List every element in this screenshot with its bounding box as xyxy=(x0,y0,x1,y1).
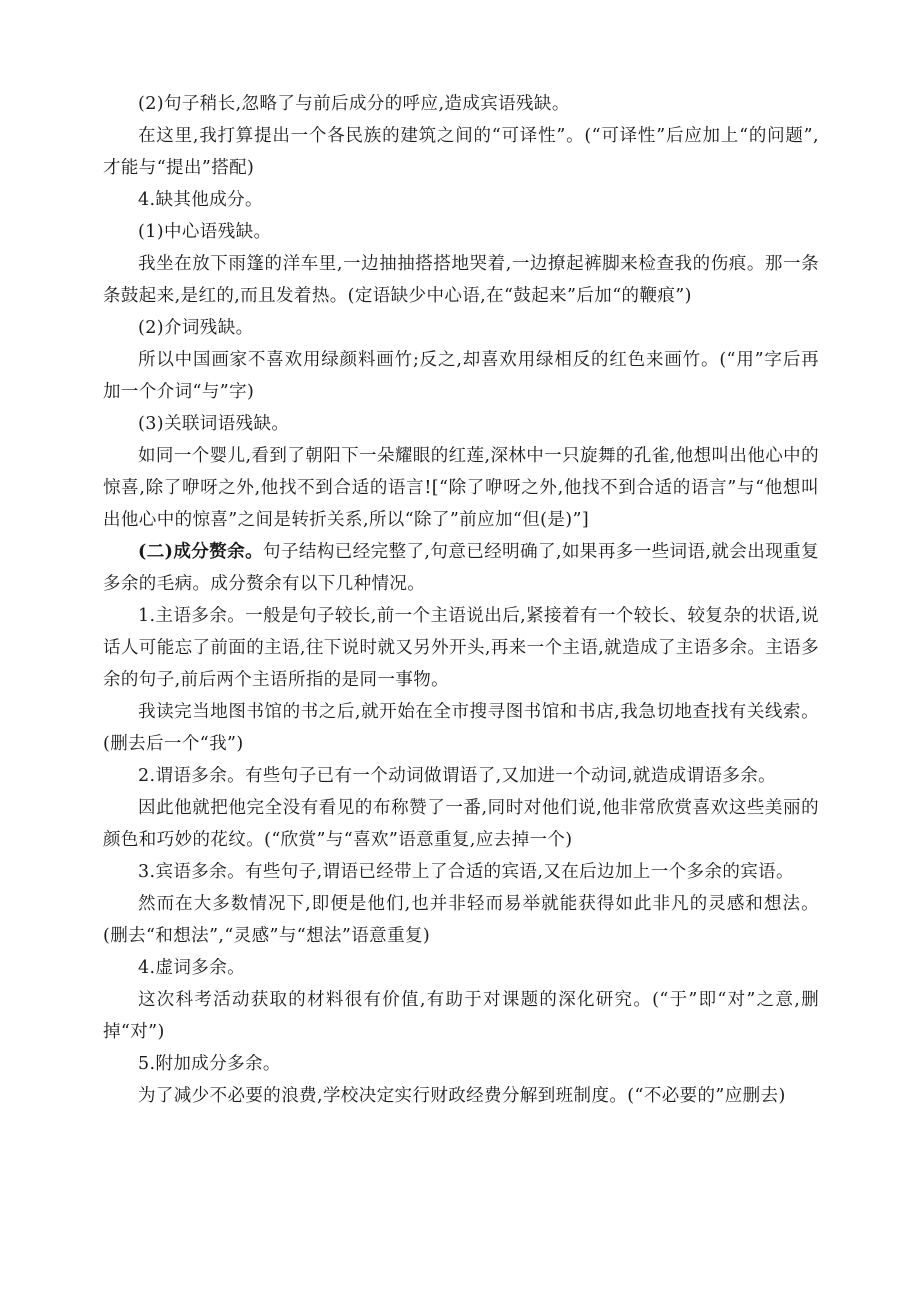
example-sentence: 我坐在放下雨篷的洋车里,一边抽抽搭搭地哭着,一边撩起裤脚来检查我的伤痕。那一条条鼓起来,是红的,而且发着热。(定语缺少中心语,在“鼓起来”后加“的鞭痕”) xyxy=(103,254,819,306)
rule-paragraph: 1.主语多余。一般是句子较长,前一个主语说出后,紧接着有一个较长、较复杂的状语,说话人可能忘了前面的主语,往下说时就又另外开头,再来一个主语,就造成了主语多余。主语多余的句子,前后两个主语所指的是同一事物。 xyxy=(103,606,819,690)
subsection-heading: (2)介词残缺。 xyxy=(138,318,254,338)
example-sentence: 如同一个婴儿,看到了朝阳下一朵耀眼的红莲,深林中一只旋舞的孔雀,他想叫出他心中的惊喜,除了咿呀之外,他找不到合适的语言![“除了咿呀之外,他找不到合适的语言”与“他想叫出他心中的惊喜”之间是转折关系,所以“除了”前应加“但(是)”] xyxy=(103,446,819,530)
example-sentence: 我读完当地图书馆的书之后,就开始在全市搜寻图书馆和书店,我急切地查找有关线索。(删去后一个“我”) xyxy=(103,702,819,754)
section-title: (二)成分赘余。 xyxy=(138,542,264,562)
document-body xyxy=(103,88,819,1112)
section-paragraph xyxy=(103,536,819,600)
rule-paragraph: 5.附加成分多余。 xyxy=(138,1054,281,1074)
example-sentence: 为了减少不必要的浪费,学校决定实行财政经费分解到班制度。(“不必要的”应删去) xyxy=(138,1086,786,1106)
paragraph: (2)句子稍长,忽略了与前后成分的呼应,造成宾语残缺。 xyxy=(138,94,570,114)
example-sentence: 在这里,我打算提出一个各民族的建筑之间的“可译性”。(“可译性”后应加上“的问题”,才能与“提出”搭配) xyxy=(103,126,819,178)
example-sentence: 这次科考活动获取的材料很有价值,有助于对课题的深化研究。(“于”即“对”之意,删掉“对”) xyxy=(103,990,819,1042)
example-sentence: 因此他就把他完全没有看见的布称赞了一番,同时对他们说,他非常欣赏喜欢这些美丽的颜色和巧妙的花纹。(“欣赏”与“喜欢”语意重复,应去掉一个) xyxy=(103,798,819,850)
rule-paragraph: 3.宾语多余。有些句子,谓语已经带上了合适的宾语,又在后边加上一个多余的宾语。 xyxy=(138,862,794,882)
example-sentence: 所以中国画家不喜欢用绿颜料画竹;反之,却喜欢用绿相反的红色来画竹。(“用”字后再加一个介词“与”字) xyxy=(103,350,819,402)
section-text: 句子结构已经完整了,句意已经明确了,如果再多一些词语,就会出现重复多余的毛病。成分赘余有以下几种情况。 xyxy=(103,542,819,594)
example-sentence: 然而在大多数情况下,即便是他们,也并非轻而易举就能获得如此非凡的灵感和想法。(删去“和想法”,“灵感”与“想法”语意重复) xyxy=(103,894,819,946)
subsection-heading: (3)关联词语残缺。 xyxy=(138,414,290,434)
rule-paragraph: 2.谓语多余。有些句子已有一个动词做谓语了,又加进一个动词,就造成谓语多余。 xyxy=(138,766,777,786)
section-heading: 4.缺其他成分。 xyxy=(138,190,263,210)
rule-paragraph: 4.虚词多余。 xyxy=(138,958,245,978)
subsection-heading: (1)中心语残缺。 xyxy=(138,222,272,242)
